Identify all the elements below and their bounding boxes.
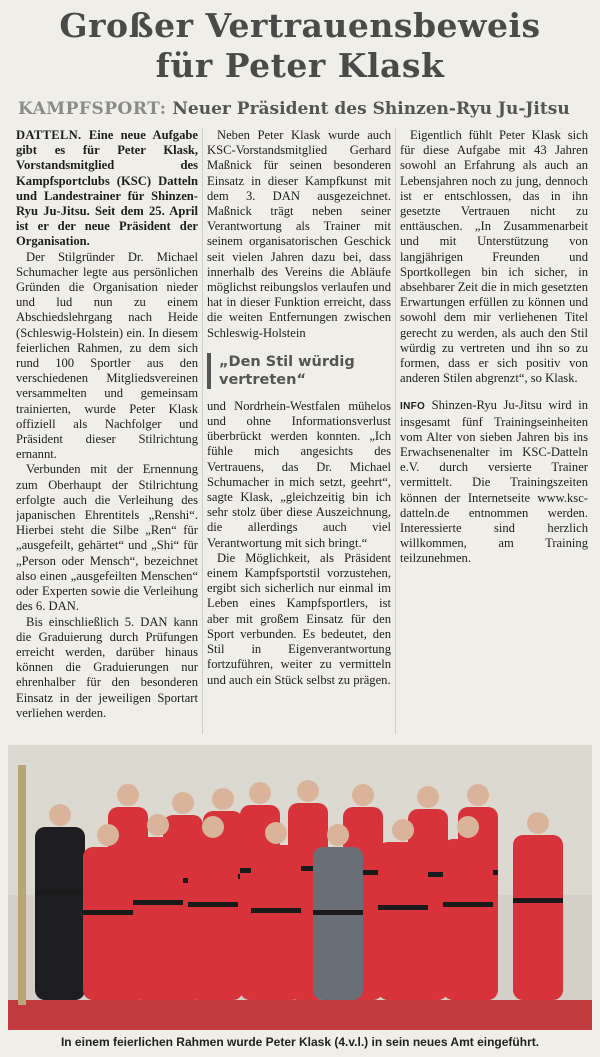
info-label: INFO <box>400 401 426 413</box>
article-paragraph: Bis einschließlich 5. DAN kann die Graduierung durch Prüfungen erreicht werden, darüber hinaus können die Graduierungen nur ehrenhalber für den besonderen Einsatz in der jeweiligen Sportart verliehen werden. <box>16 614 198 720</box>
person-figure <box>188 816 238 1000</box>
article-paragraph: Neben Peter Klask wurde auch KSC-Vorstandsmitglied Gerhard Maßnick für seinen besonderen Einsatz in dieser Kampfkunst mit dem 3. DAN ausgezeichnet. Maßnick trägt neben seiner Verantwortung als Trainer mit seinem organisatorischen Geschick seit vielen Jahren dazu bei, dass innerhalb des Vereins die Abläufe möglichst reibungslos verlaufen und hat in dieser Funktion erreicht, dass die weiten Entfernungen zwischen Schleswig-Holstein <box>207 128 391 340</box>
article-paragraph: Die Möglichkeit, als Präsident einem Kampfsportstil vorzustehen, ergibt sich sicherlich nur einmal im Leben eines Kampfsportlers, ist aber mit großem Einsatz für den Sport verbunden. Es bedeutet, den Stil in Eigenverantwortung fortzuführen, weiter zu vermitteln und auch ein Stück selbst zu prägen. <box>207 550 391 687</box>
subheadline-text: Neuer Präsident des Shinzen-Ryu Ju-Jitsu <box>172 99 570 119</box>
article-paragraph: und Nordrhein-Westfalen mühelos und ohne Informationsverlust überbrückt werden konnten. „Ich fühle mich angesichts des Vertrauens, das Dr. Michael Schumacher in mich setzt, geehrt“, sagte Klask, „gleichzeitig bin ich sehr stolz über diese Auszeichnung, die allerdings auch viel Verantwortung mit sich bringt.“ <box>207 398 391 550</box>
subheadline <box>18 99 588 119</box>
article-paragraph: Der Stilgründer Dr. Michael Schumacher legte aus persönlichen Gründen die Organisation nieder und lud nun zu einem Abschiedslehrgang nach Heide (Schleswig-Holstein) ein. In diesem feierlichen Rahmen, zu dem sich rund 100 Sportler aus den verschiedenen Mitgliedsvereinen versammelten und gemeinsam trainierten, wurde Peter Klask offiziell als Nachfolger und Präsident dieser Stilrichtung ernannt. <box>16 249 198 462</box>
person-figure <box>83 824 133 1000</box>
photo-people <box>35 780 563 1000</box>
subheadline-kicker: KAMPFSPORT: <box>18 99 167 119</box>
person-figure <box>443 816 493 1000</box>
article-column-2 <box>207 128 391 734</box>
photo-caption: In einem feierlichen Rahmen wurde Peter Klask (4.v.l.) in sein neues Amt eingeführt. <box>60 1035 540 1049</box>
headline-line-2: für Peter Klask <box>155 46 445 85</box>
info-text: Shinzen-Ryu Ju-Jitsu wird in insgesamt fünf Trainingseinheiten vom Alter von sieben Jahren bis ins Erwachsenenalter im KSC-Datteln e.V. durch versierte Trainer vermittelt. Die Trainingszeiten können der Internetseite www.ksc-datteln.de entnommen werden. Interessierte sind herzlich willkommen, am Training teilzunehmen. <box>400 398 588 566</box>
article-subhead: „Den Stil würdig vertreten“ <box>207 353 391 389</box>
article-lead-paragraph <box>16 128 198 250</box>
article-column-3 <box>400 128 588 734</box>
article-paragraph: Verbunden mit der Ernennung zum Oberhaupt der Stilrichtung erfolgte auch die Verleihung des japanischen Ehrentitels „Renshi“. Hierbei steht die Silbe „Ren“ für „ausgefeilt, gehärtet“ und „Shi“ für „Person oder Mensch“, bezeichnet also einen „ausgefeilten Menschen“ oder Experten sowie die Verleihung des 6. DAN. <box>16 462 198 614</box>
person-figure <box>378 819 428 1000</box>
info-box <box>400 398 588 566</box>
person-figure <box>251 822 301 1000</box>
headline <box>0 6 600 86</box>
person-figure <box>35 804 85 1000</box>
article-body <box>16 128 588 734</box>
person-figure <box>313 824 363 1000</box>
article-column-1 <box>16 128 198 734</box>
person-figure <box>513 812 563 1000</box>
group-photo-illustration <box>8 745 592 1030</box>
column-rule <box>202 128 203 734</box>
person-figure <box>133 814 183 1000</box>
column-rule <box>395 128 396 734</box>
headline-line-1: Großer Vertrauensbeweis <box>59 6 541 45</box>
article-lead: Eine neue Aufgabe gibt es für Peter Klask, Vorstandsmitglied des Kampfsportclubs (KSC) Datteln und Landestrainer für Shinzen-Ryu Ju-Jitsu. Seit dem 25. April ist er der neue Präsident der Organisation. <box>16 128 198 249</box>
article-paragraph: Eigentlich fühlt Peter Klask sich für diese Aufgabe mit 43 Jahren sowohl an Erfahrung als auch an Lebensjahren noch zu jung, dennoch ist er entschlossen, das in ihn gesetzte Vertrauen nicht zu enttäuschen. „In Zusammenarbeit und mit Unterstützung von langjährigen Freunden und Sportkollegen bin ich sicher, in absehbarer Zeit die in mich gesetzten Erwartungen erfüllen zu können und sowohl dem mir verliehenen Titel gerecht zu werden, als auch den Stil würdig zu vertreten und ihn so zu formen, dass er sich positiv von anderen Stilen abgrenzt“, so Klask. <box>400 128 588 386</box>
photo-mat <box>8 1000 592 1030</box>
photo-wall-bar <box>18 765 26 1005</box>
group-photo <box>8 745 592 1030</box>
dateline: DATTELN. <box>16 128 82 142</box>
